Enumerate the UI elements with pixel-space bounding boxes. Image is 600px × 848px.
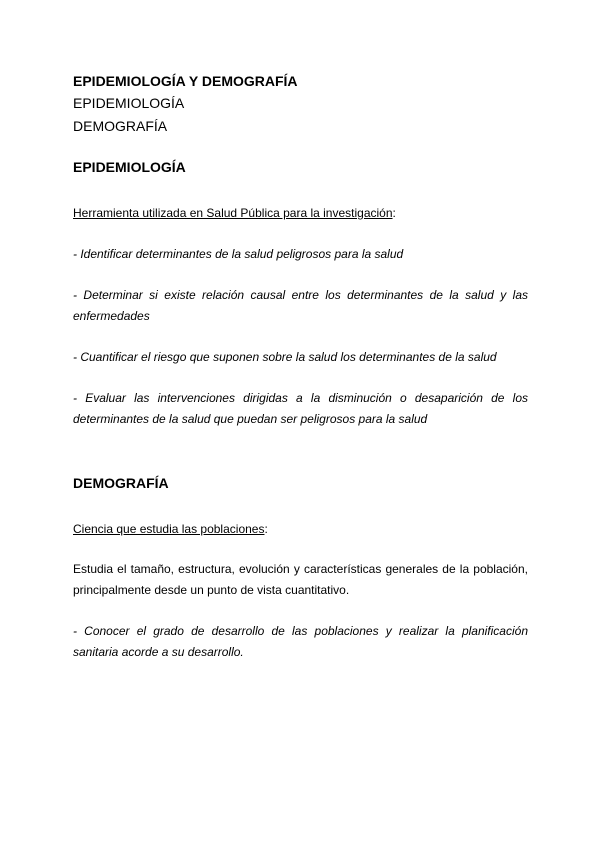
toc-item-demografia: DEMOGRAFÍA <box>73 118 168 134</box>
document-page <box>73 70 528 663</box>
epidemiologia-intro-underlined: Herramienta utilizada en Salud Pública para la investigación <box>73 206 393 220</box>
toc-item-epidemiologia: EPIDEMIOLOGÍA <box>73 95 185 111</box>
demografia-item: - Conocer el grado de desarrollo de las poblaciones y realizar la planificación sanitaria acorde a su desarrollo. <box>73 624 528 659</box>
demografia-intro <box>73 519 528 539</box>
demografia-body: Estudia el tamaño, estructura, evolución y características generales de la población, principalmente desde un punto de vista cuantitativo. <box>73 562 528 597</box>
section-heading-epidemiologia: EPIDEMIOLOGÍA <box>73 159 186 175</box>
document-title: EPIDEMIOLOGÍA Y DEMOGRAFÍA <box>73 73 298 89</box>
epidemiologia-item: - Determinar si existe relación causal entre los determinantes de la salud y las enfermedades <box>73 288 528 323</box>
epidemiologia-intro-suffix: : <box>392 206 396 220</box>
epidemiologia-intro <box>73 203 528 223</box>
epidemiologia-item: - Evaluar las intervenciones dirigidas a la disminución o desaparición de los determinantes de la salud que puedan ser peligrosos para la salud <box>73 391 528 426</box>
epidemiologia-item: - Identificar determinantes de la salud peligrosos para la salud <box>73 247 404 261</box>
demografia-intro-underlined: Ciencia que estudia las poblaciones <box>73 522 265 536</box>
demografia-intro-suffix: : <box>264 522 268 536</box>
section-heading-demografia: DEMOGRAFÍA <box>73 475 169 491</box>
epidemiologia-item: - Cuantificar el riesgo que suponen sobre la salud los determinantes de la salud <box>73 350 497 364</box>
